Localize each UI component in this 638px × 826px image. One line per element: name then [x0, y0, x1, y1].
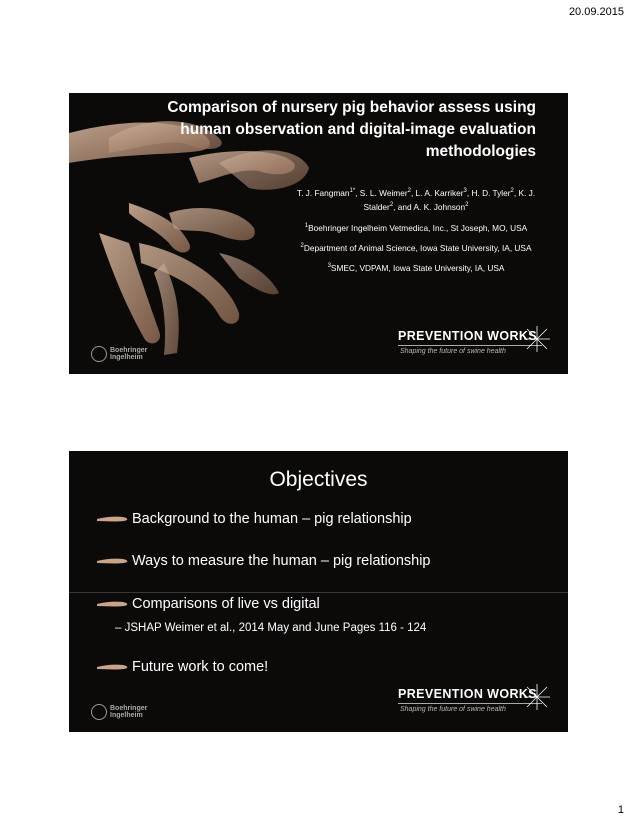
prevention-works-logo [398, 684, 550, 718]
bullet-text: Background to the human – pig relationship [132, 511, 412, 527]
bullet-item [97, 553, 430, 569]
bi-line2: Ingelheim [110, 712, 143, 719]
pw-title: PREVENTION WORKS [398, 687, 538, 701]
author-block [296, 185, 536, 280]
boehringer-emblem-icon [91, 704, 107, 720]
slide-divider [69, 592, 568, 593]
pw-divider [398, 345, 542, 346]
affiliation-1: $^1$Boehringer Ingelheim Vetmedica, Inc., St Joseph, MO, USA [304, 222, 528, 233]
pw-subtitle: Shaping the future of swine health [400, 348, 506, 355]
pw-divider [398, 703, 542, 704]
objectives-title: Objectives [269, 468, 368, 491]
boehringer-emblem-icon [91, 346, 107, 362]
boehringer-logo [91, 704, 147, 720]
affiliation-2: $^2$Department of Animal Science, Iowa State University, IA, USA [300, 242, 532, 253]
objectives-slide [69, 451, 568, 732]
hand-bullet-icon [97, 599, 130, 609]
bi-line1: Boehringer [110, 704, 148, 712]
starburst-icon [524, 326, 550, 352]
pw-subtitle: Shaping the future of swine health [400, 706, 506, 713]
bullet-item [97, 511, 412, 527]
starburst-icon [524, 684, 550, 710]
page-number: 1 [617, 804, 624, 816]
print-date: 20.09.2015 [568, 6, 624, 18]
bullet-text: Comparisons of live vs digital [132, 596, 320, 612]
bullet-item [97, 659, 268, 675]
bullet-item [97, 596, 320, 612]
hand-bullet-icon [97, 662, 130, 672]
title-slide [69, 93, 568, 374]
sub-bullet: – JSHAP Weimer et al., 2014 May and June Pages 116 - 124 [115, 622, 427, 634]
author-list: T. J. Fangman$^{1*}$, S. L. Weimer$^2$, L. A. Karriker$^3$, H. D. Tyler$^2$, K. J. Stalder$^2$, and A. K. Johnson$^2$ [296, 187, 536, 213]
affiliation-3: $^3$SMEC, VDPAM, Iowa State University, IA, USA [327, 262, 505, 273]
bi-line1: Boehringer [110, 346, 148, 354]
boehringer-logo [91, 346, 147, 362]
bullet-text: Ways to measure the human – pig relationship [132, 553, 431, 569]
pw-title: PREVENTION WORKS [398, 329, 538, 343]
hand-bullet-icon [97, 514, 130, 524]
hand-bullet-icon [97, 556, 130, 566]
presentation-title: Comparison of nursery pig behavior assess using human observation and digital-image evaluation methodologies [167, 99, 536, 160]
prevention-works-logo [398, 326, 550, 360]
bi-line2: Ingelheim [110, 354, 143, 361]
bullet-text: Future work to come! [132, 659, 269, 675]
